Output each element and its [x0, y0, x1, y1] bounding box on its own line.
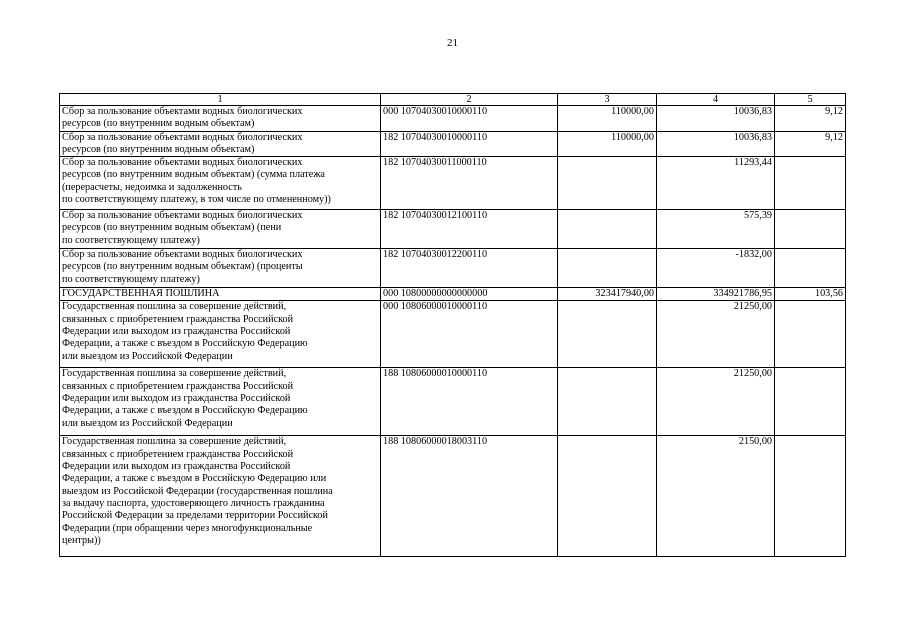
- income-name-cell: Сбор за пользование объектами водных биологических ресурсов (по внутренним водным объектам): [60, 106, 381, 132]
- execution-percent-cell: [775, 301, 846, 368]
- column-header-4: 4: [657, 94, 775, 106]
- column-header-5: 5: [775, 94, 846, 106]
- execution-percent-cell: 9,12: [775, 106, 846, 132]
- income-name-cell: Сбор за пользование объектами водных биологических ресурсов (по внутренним водным объектам) (проценты по соответствующему платежу): [60, 249, 381, 288]
- execution-percent-cell: 103,56: [775, 288, 846, 301]
- column-header-3: 3: [558, 94, 657, 106]
- actual-amount-cell: 21250,00: [657, 301, 775, 368]
- actual-amount-cell: 10036,83: [657, 106, 775, 132]
- execution-percent-cell: [775, 249, 846, 288]
- planned-amount-cell: 110000,00: [558, 106, 657, 132]
- income-name-cell: Сбор за пользование объектами водных биологических ресурсов (по внутренним водным объектам): [60, 131, 381, 157]
- planned-amount-cell: [558, 368, 657, 436]
- page-number: 21: [447, 37, 458, 49]
- execution-percent-cell: [775, 368, 846, 436]
- budget-code-cell: 182 10704030010000110: [381, 131, 558, 157]
- budget-code-cell: 182 10704030011000110: [381, 157, 558, 210]
- actual-amount-cell: 10036,83: [657, 131, 775, 157]
- revenue-table: [59, 93, 846, 557]
- budget-code-cell: 000 10806000010000110: [381, 301, 558, 368]
- planned-amount-cell: [558, 301, 657, 368]
- budget-code-cell: 188 10806000018003110: [381, 436, 558, 557]
- table-row: [60, 249, 846, 288]
- income-name-cell: ГОСУДАРСТВЕННАЯ ПОШЛИНА: [60, 288, 381, 301]
- budget-code-cell: 000 10704030010000110: [381, 106, 558, 132]
- execution-percent-cell: 9,12: [775, 131, 846, 157]
- table-row: [60, 106, 846, 132]
- actual-amount-cell: 21250,00: [657, 368, 775, 436]
- table-header-row: [60, 94, 846, 106]
- actual-amount-cell: 2150,00: [657, 436, 775, 557]
- table-row: [60, 288, 846, 301]
- column-header-1: 1: [60, 94, 381, 106]
- planned-amount-cell: [558, 249, 657, 288]
- income-name-cell: Государственная пошлина за совершение действий, связанных с приобретением гражданства Российской Федерации или выходом из гражданства Российской Федерации, а также с въездом в Российскую Федерацию или выездом из Российской Федерации: [60, 301, 381, 368]
- table-row: [60, 157, 846, 210]
- actual-amount-cell: 575,39: [657, 210, 775, 249]
- table-row: [60, 436, 846, 557]
- income-name-cell: Государственная пошлина за совершение действий, связанных с приобретением гражданства Российской Федерации или выходом из гражданства Российской Федерации, а также с въездом в Российскую Федерацию или выездом из Российской Федерации (государственная пошлина за выдачу паспорта, удостоверяющего личность гражданина Российской Федерации за пределами территории Российской Федерации (при обращении через многофункциональные центры)): [60, 436, 381, 557]
- actual-amount-cell: -1832,00: [657, 249, 775, 288]
- planned-amount-cell: [558, 436, 657, 557]
- execution-percent-cell: [775, 210, 846, 249]
- table-row: [60, 131, 846, 157]
- budget-code-cell: 182 10704030012200110: [381, 249, 558, 288]
- actual-amount-cell: 11293,44: [657, 157, 775, 210]
- income-name-cell: Государственная пошлина за совершение действий, связанных с приобретением гражданства Российской Федерации или выходом из гражданства Российской Федерации, а также с въездом в Российскую Федерацию или выездом из Российской Федерации: [60, 368, 381, 436]
- table-row: [60, 368, 846, 436]
- income-name-cell: Сбор за пользование объектами водных биологических ресурсов (по внутренним водным объектам) (пени по соответствующему платежу): [60, 210, 381, 249]
- planned-amount-cell: [558, 210, 657, 249]
- planned-amount-cell: [558, 157, 657, 210]
- budget-code-cell: 188 10806000010000110: [381, 368, 558, 436]
- execution-percent-cell: [775, 436, 846, 557]
- planned-amount-cell: 110000,00: [558, 131, 657, 157]
- budget-code-cell: 182 10704030012100110: [381, 210, 558, 249]
- column-header-2: 2: [381, 94, 558, 106]
- budget-code-cell: 000 10800000000000000: [381, 288, 558, 301]
- actual-amount-cell: 334921786,95: [657, 288, 775, 301]
- table-row: [60, 210, 846, 249]
- income-name-cell: Сбор за пользование объектами водных биологических ресурсов (по внутренним водным объектам) (сумма платежа (перерасчеты, недоимка и задолженность по соответствующему платежу, в том числе по отмененному)): [60, 157, 381, 210]
- planned-amount-cell: 323417940,00: [558, 288, 657, 301]
- execution-percent-cell: [775, 157, 846, 210]
- table-row: [60, 301, 846, 368]
